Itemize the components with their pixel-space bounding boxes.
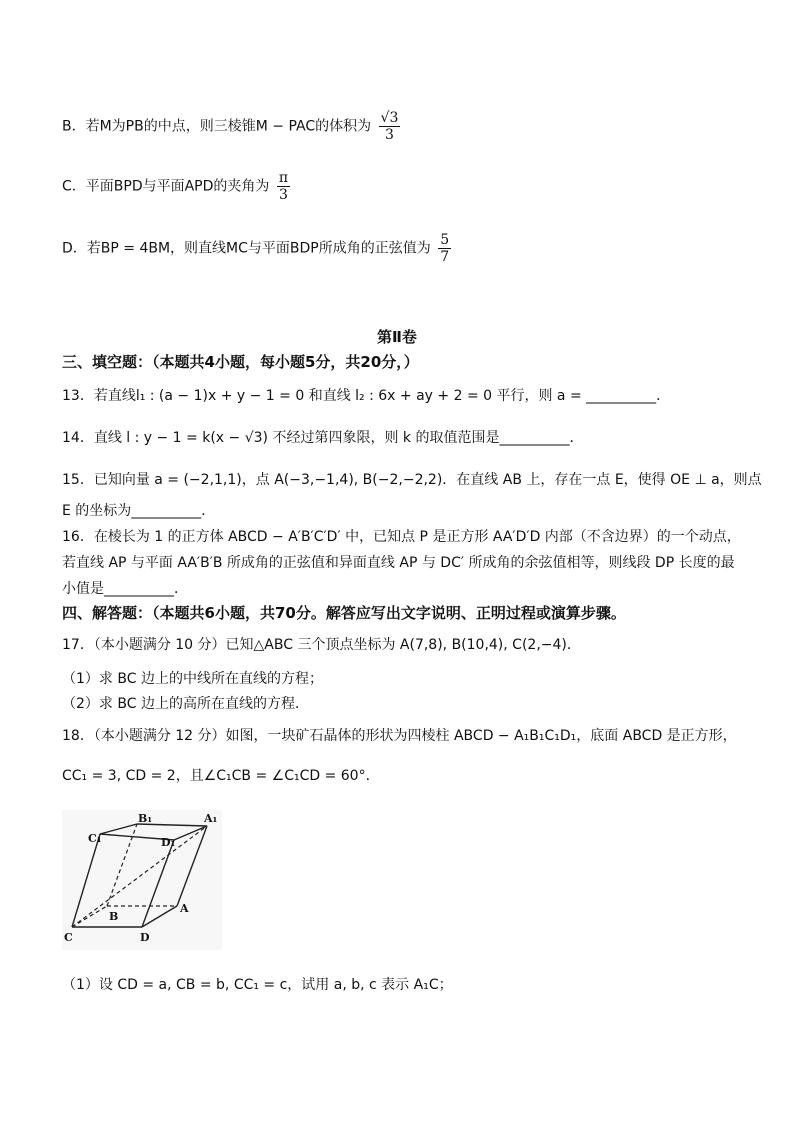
option-b: [62, 110, 754, 143]
question-15-line-2: E 的坐标为__________．: [62, 503, 216, 519]
question-16-line-2: 若直线 AP 与平面 AA′B′B 所成角的正弦值和异面直线 AP 与 DC′ 所成角的余弦值相等，则线段 DP 长度的最: [62, 555, 735, 571]
question-18-part-1: （1）设 CD = a, CB = b, CC₁ = c，试用 a, b, c 表示 A₁C；: [62, 977, 453, 993]
question-17-part-1: （1）求 BC 边上的中线所在直线的方程；: [62, 671, 323, 687]
option-d-text: D．若BP = 4BM，则直线MC与平面BDP所成角的正弦值为: [62, 240, 431, 257]
option-c: [62, 170, 754, 203]
option-c-fraction: [277, 170, 290, 203]
label-d: D: [140, 931, 150, 944]
question-14: 14．直线 l : y − 1 = k(x − √3) 不经过第四象限，则 k 的取值范围是__________．: [62, 430, 584, 446]
label-d1: D₁: [161, 836, 176, 849]
section-answer-title: 四、解答题：（本题共6小题，共70分。解答应写出文字说明、正明过程或演算步骤。: [62, 604, 626, 622]
option-c-text: C．平面BPD与平面APD的夹角为: [62, 178, 270, 195]
question-18-line-2: CC₁ = 3, CD = 2，且∠C₁CB = ∠C₁CD = 60°．: [62, 768, 380, 784]
option-b-denominator: 3: [385, 127, 394, 143]
option-d: [62, 232, 754, 265]
option-d-denominator: 7: [440, 249, 450, 265]
option-b-text: B．若M为PB的中点，则三棱锥M − PAC的体积为: [62, 118, 372, 135]
label-c1: C₁: [88, 832, 102, 845]
label-c: C: [64, 931, 73, 944]
label-b1: B₁: [138, 812, 153, 825]
volume-title: 第Ⅱ卷: [377, 328, 417, 346]
label-b: B: [109, 910, 119, 923]
option-b-fraction: [379, 110, 401, 143]
question-15-line-1: 15．已知向量 a = (−2,1,1)，点 A(−3,−1,4), B(−2,−2,2)．在直线 AB 上，存在一点 E，使得 OE ⊥ a，则点: [62, 472, 762, 488]
section-fill-in-title: 三、填空题：（本题共4小题，每小题5分，共20分，）: [62, 353, 419, 371]
option-c-numerator: π: [278, 170, 289, 186]
option-b-numerator: √3: [380, 110, 399, 126]
label-a1: A₁: [204, 812, 218, 825]
question-18-line-1: 18．（本小题满分 12 分）如图，一块矿石晶体的形状为四棱柱 ABCD − A₁B₁C₁D₁，底面 ABCD 是正方形，: [62, 728, 737, 744]
option-c-denominator: 3: [279, 187, 288, 203]
question-17-part-2: （2）求 BC 边上的高所在直线的方程．: [62, 696, 309, 712]
option-d-numerator: 5: [440, 232, 450, 248]
question-13: 13．若直线l₁ : (a − 1)x + y − 1 = 0 和直线 l₂ : 6x + ay + 2 = 0 平行，则 a = __________．: [62, 388, 671, 404]
prism-figure: [62, 810, 222, 950]
option-d-fraction: [438, 232, 451, 265]
question-17: 17．（本小题满分 10 分）已知△ABC 三个顶点坐标为 A(7,8), B(10,4), C(2,−4)．: [62, 637, 581, 653]
question-16-line-1: 16．在棱长为 1 的正方体 ABCD − A′B′C′D′ 中，已知点 P 是正方形 AA′D′D 内部（不含边界）的一个动点，: [62, 529, 741, 545]
question-16-line-3: 小值是__________．: [62, 581, 188, 597]
label-a: A: [180, 902, 189, 915]
